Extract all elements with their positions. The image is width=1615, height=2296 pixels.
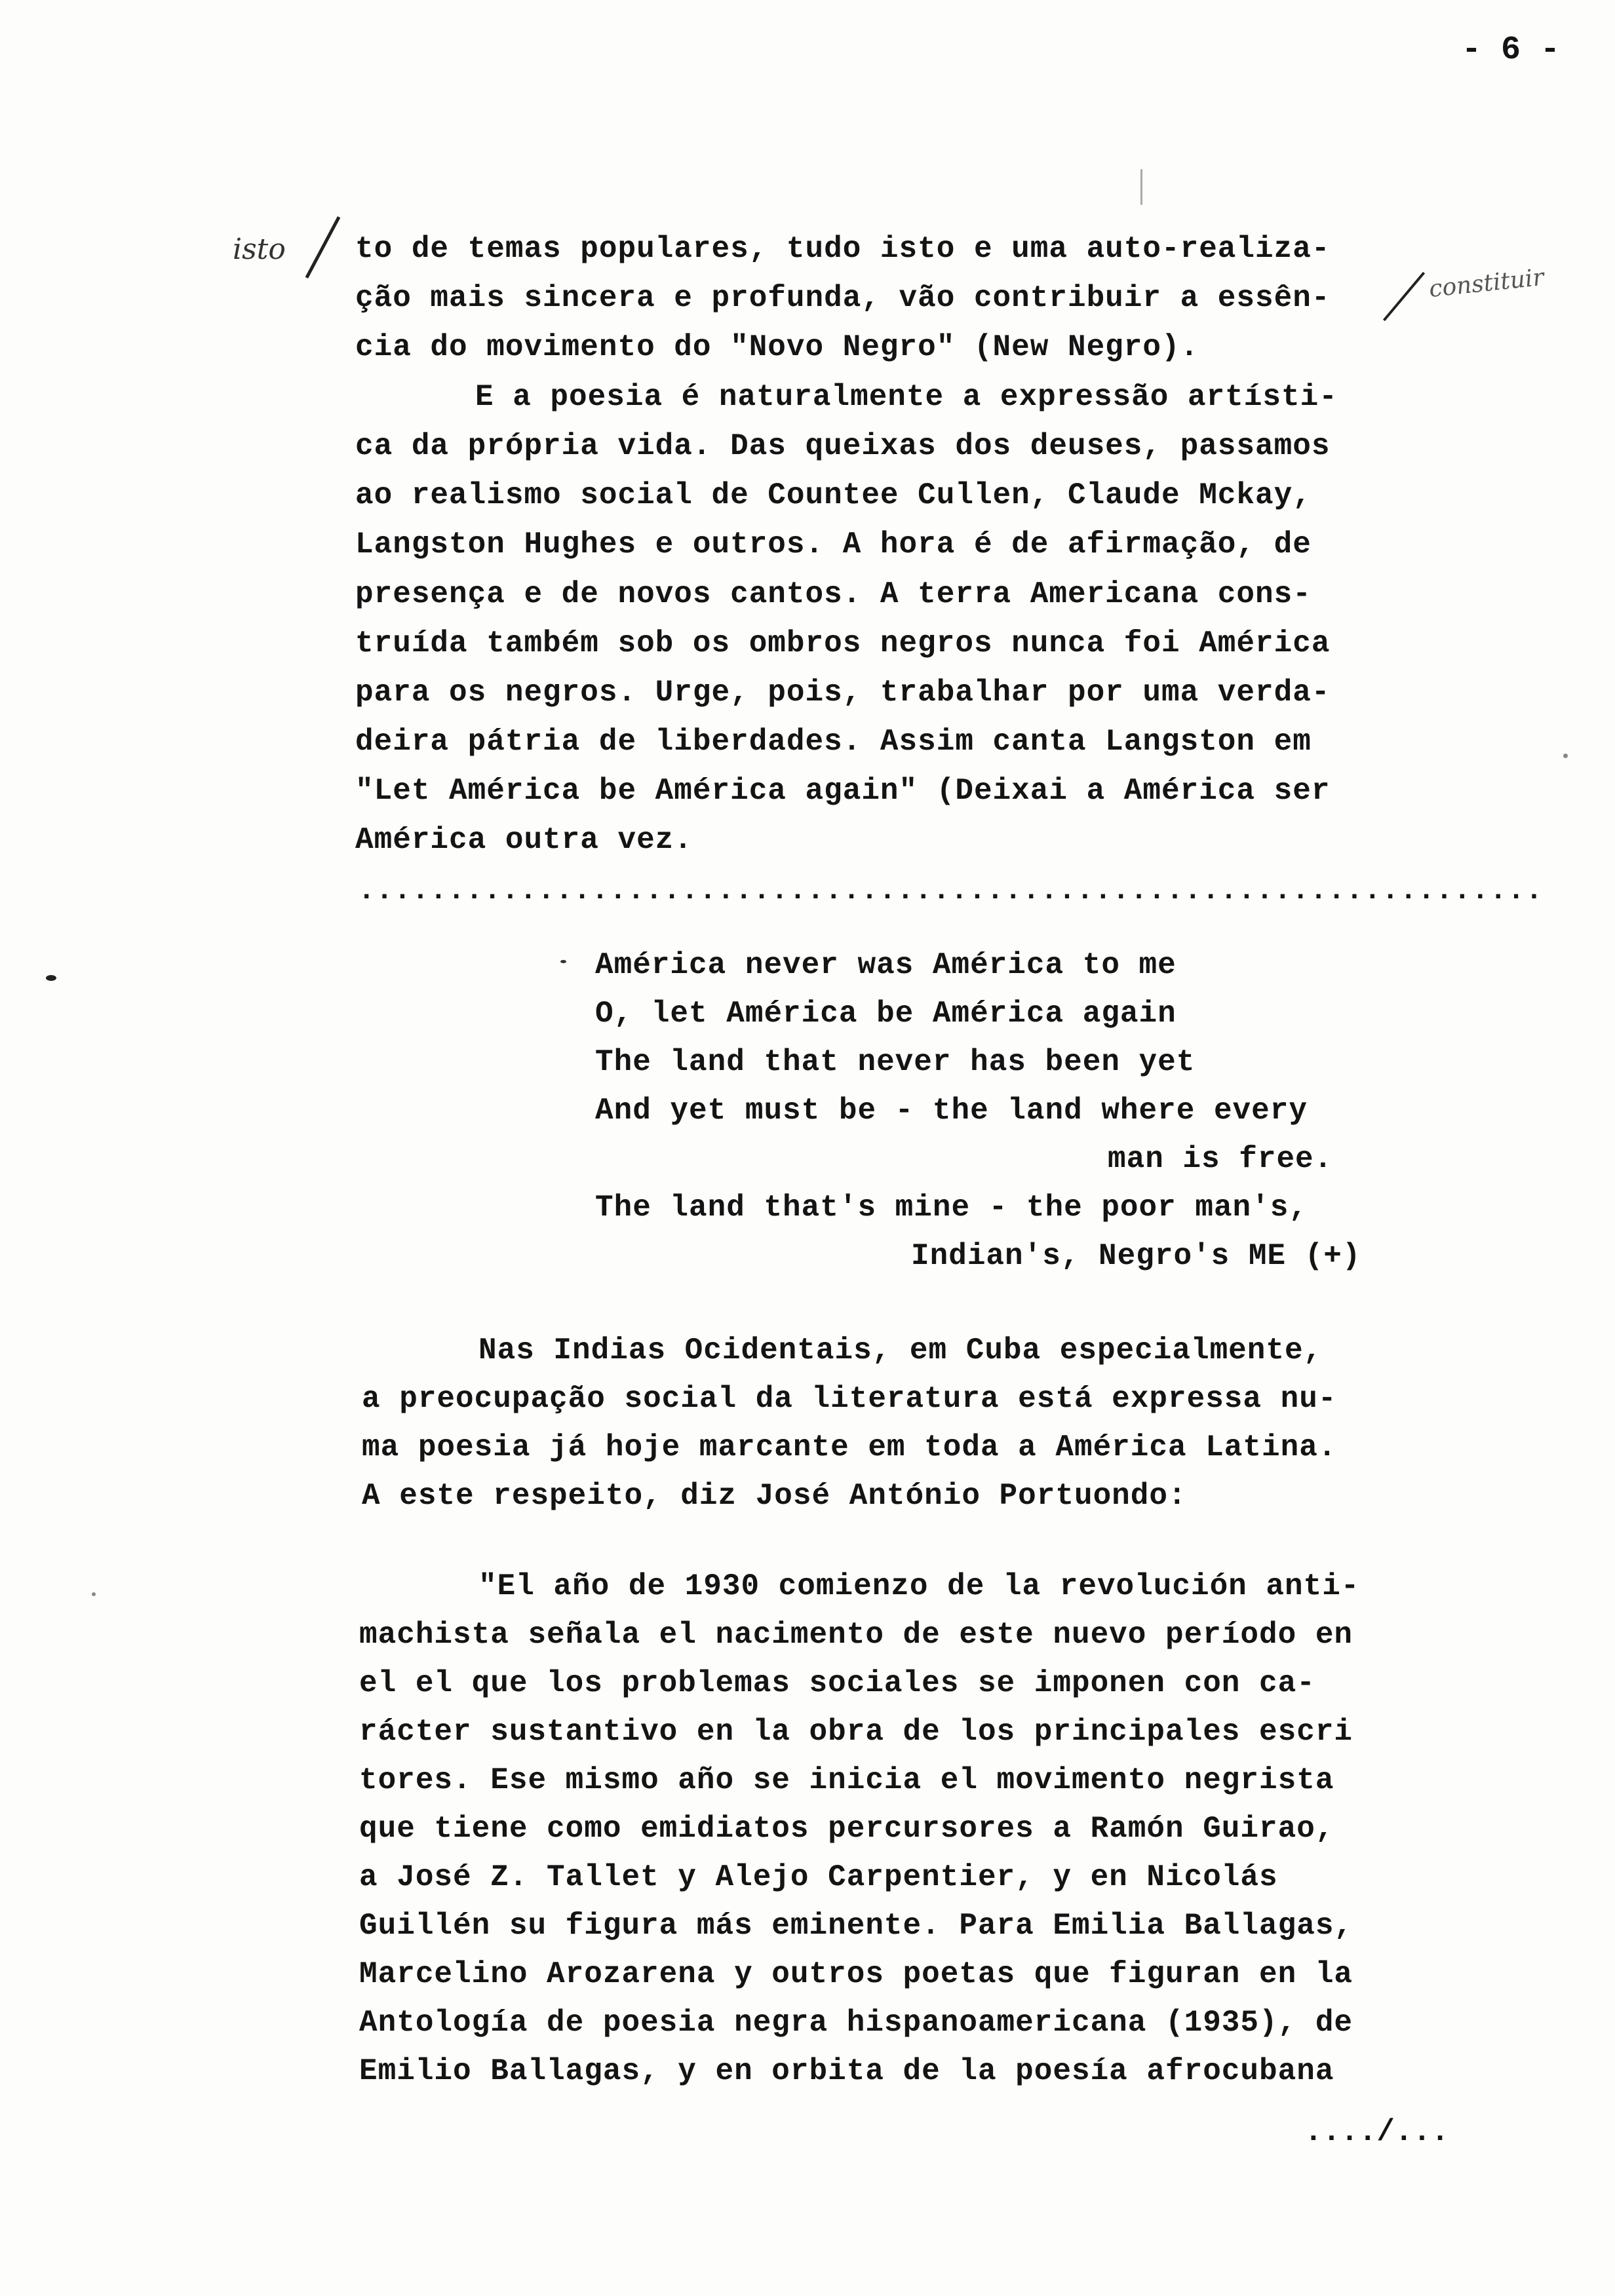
quote-line: Antología de poesia negra hispanoamericana (1935), de (359, 2006, 1353, 2040)
dotted-separator: .................................................................. (358, 875, 1544, 908)
paragraph3-line: ma poesia já hoje marcante em toda a América Latina. (362, 1430, 1337, 1464)
quote-line: rácter sustantivo en la obra de los principales escri (359, 1715, 1353, 1749)
poem-line: América never was América to me (595, 948, 1177, 982)
quote-line: a José Z. Tallet y Alejo Carpentier, y en Nicolás (359, 1860, 1278, 1894)
paragraph3-line: Nas Indias Ocidentais, em Cuba especialmente, (478, 1333, 1323, 1368)
paragraph2-line: para os negros. Urge, pois, trabalhar por uma verda- (355, 676, 1331, 710)
paragraph2-line: América outra vez. (355, 823, 693, 857)
scan-speck (92, 1592, 96, 1596)
quote-line: "El año de 1930 comienzo de la revolución anti- (478, 1569, 1360, 1603)
paragraph2-line: ao realismo social de Countee Cullen, Claude Mckay, (355, 478, 1312, 512)
margin-note-left: isto (233, 233, 286, 266)
paragraph1-line: to de temas populares, tudo isto e uma auto-realiza- (355, 232, 1331, 266)
scan-speck (46, 975, 56, 981)
scan-speck (1140, 169, 1142, 205)
paragraph2-line: truída também sob os ombros negros nunca foi América (355, 626, 1331, 660)
paragraph2-line: presença e de novos cantos. A terra Americana cons- (355, 577, 1312, 611)
continuation-marker: ..../... (1304, 2115, 1449, 2149)
margin-slash-left (305, 216, 341, 278)
quote-line: que tiene como emidiatos percursores a Ramón Guirao, (359, 1812, 1334, 1846)
poem-line: And yet must be - the land where every (595, 1094, 1308, 1128)
paragraph2-line: "Let América be América again" (Deixai a América ser (355, 774, 1331, 808)
paragraph1-line: cia do movimento do "Novo Negro" (New Negro). (355, 330, 1199, 364)
quote-line: el el que los problemas sociales se imponen con ca- (359, 1666, 1315, 1700)
paragraph3-line: A este respeito, diz José António Portuondo: (362, 1479, 1187, 1513)
paragraph2-line: deira pátria de liberdades. Assim canta Langston em (355, 725, 1312, 759)
page-number: - 6 - (1462, 31, 1561, 69)
quote-line: machista señala el nacimento de este nuevo período en (359, 1618, 1353, 1652)
paragraph2-line: ca da própria vida. Das queixas dos deuses, passamos (355, 429, 1331, 463)
poem-line: The land that's mine - the poor man's, (595, 1191, 1308, 1225)
quote-line: Guillén su figura más eminente. Para Emilia Ballagas, (359, 1909, 1353, 1943)
quote-line: tores. Ese mismo año se inicia el movimento negrista (359, 1763, 1334, 1797)
scan-speck (560, 960, 566, 963)
paragraph2-line: E a poesia é naturalmente a expressão artísti- (475, 380, 1338, 414)
margin-note-right: constituir (1428, 263, 1546, 303)
margin-slash-right (1383, 272, 1425, 321)
scan-speck (1563, 754, 1568, 758)
quote-line: Emilio Ballagas, y en orbita de la poesía afrocubana (359, 2054, 1334, 2088)
paragraph2-line: Langston Hughes e outros. A hora é de afirmação, de (355, 527, 1312, 562)
poem-line: Indian's, Negro's ME (+) (911, 1239, 1361, 1273)
paragraph3-line: a preocupação social da literatura está expressa nu- (362, 1382, 1337, 1416)
paragraph1-line: ção mais sincera e profunda, vão contribuir a essên- (355, 281, 1331, 315)
poem-line: The land that never has been yet (595, 1045, 1196, 1079)
poem-line: man is free. (1108, 1142, 1333, 1176)
quote-line: Marcelino Arozarena y outros poetas que figuran en la (359, 1957, 1353, 1991)
poem-line: O, let América be América again (595, 997, 1177, 1031)
